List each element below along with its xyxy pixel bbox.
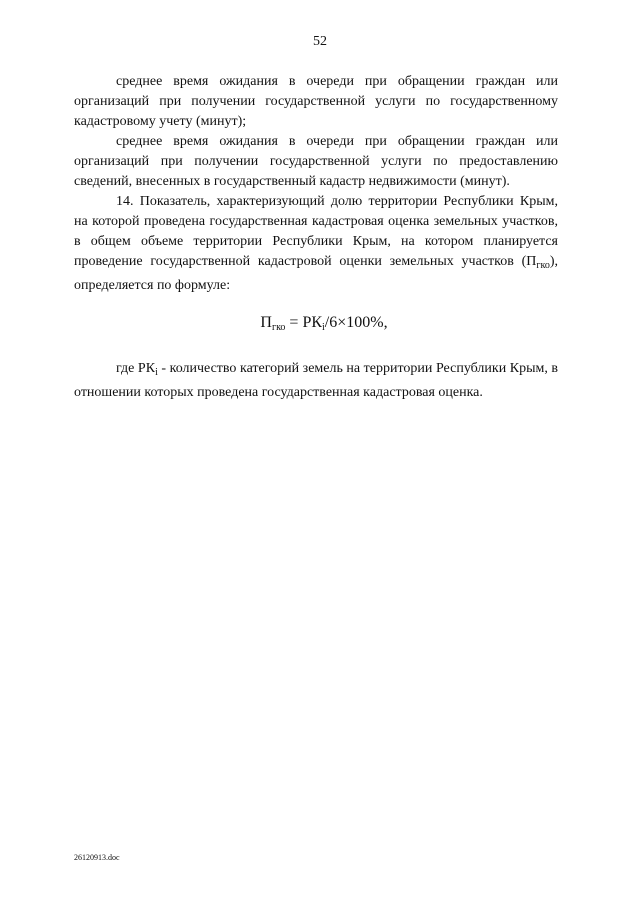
indicator-14-text: 14. Показатель, характеризующий долю территории Республики Крым, на которой проведена государственная кадастровая оценка земельных участков, в общем объеме территории Республики Крым, на котором планируется проведение государственной кадастровой оценки земельных участков (П (74, 194, 558, 269)
formula-lhs: П (260, 314, 272, 331)
explanation-lead: где РК (116, 361, 156, 376)
paragraph-indicator-14 (74, 192, 558, 296)
formula-rhs: /6×100%, (324, 314, 388, 331)
indicator-14-subscript: гко (536, 260, 550, 271)
indicator-14-tail: ), определяется по формуле: (74, 254, 558, 293)
formula-equals-rk: = РК (285, 314, 323, 331)
formula-rk-subscript: i (322, 322, 325, 333)
document-body (74, 72, 558, 403)
explanation-text: - количество категорий земель на территории Республики Крым, в отношении которых проведена государственная кадастровая оценка. (74, 361, 558, 400)
formula-lhs-subscript: гко (271, 322, 286, 333)
page-number: 52 (313, 34, 327, 49)
formula (74, 313, 558, 338)
paragraph-queue-time-cadastral-registration: среднее время ожидания в очереди при обращении граждан или организаций при получении государственной услуги по государственному кадастровому учету (минут); (74, 74, 558, 129)
paragraph-formula-explanation (74, 359, 558, 403)
explanation-subscript: i (155, 367, 158, 378)
paragraph-queue-time-information-provision: среднее время ожидания в очереди при обращении граждан или организаций при получении государственной услуги по предоставлению сведений, внесенных в государственный кадастр недвижимости (минут). (74, 134, 558, 189)
footer-filename: 26120913.doc (74, 853, 120, 862)
